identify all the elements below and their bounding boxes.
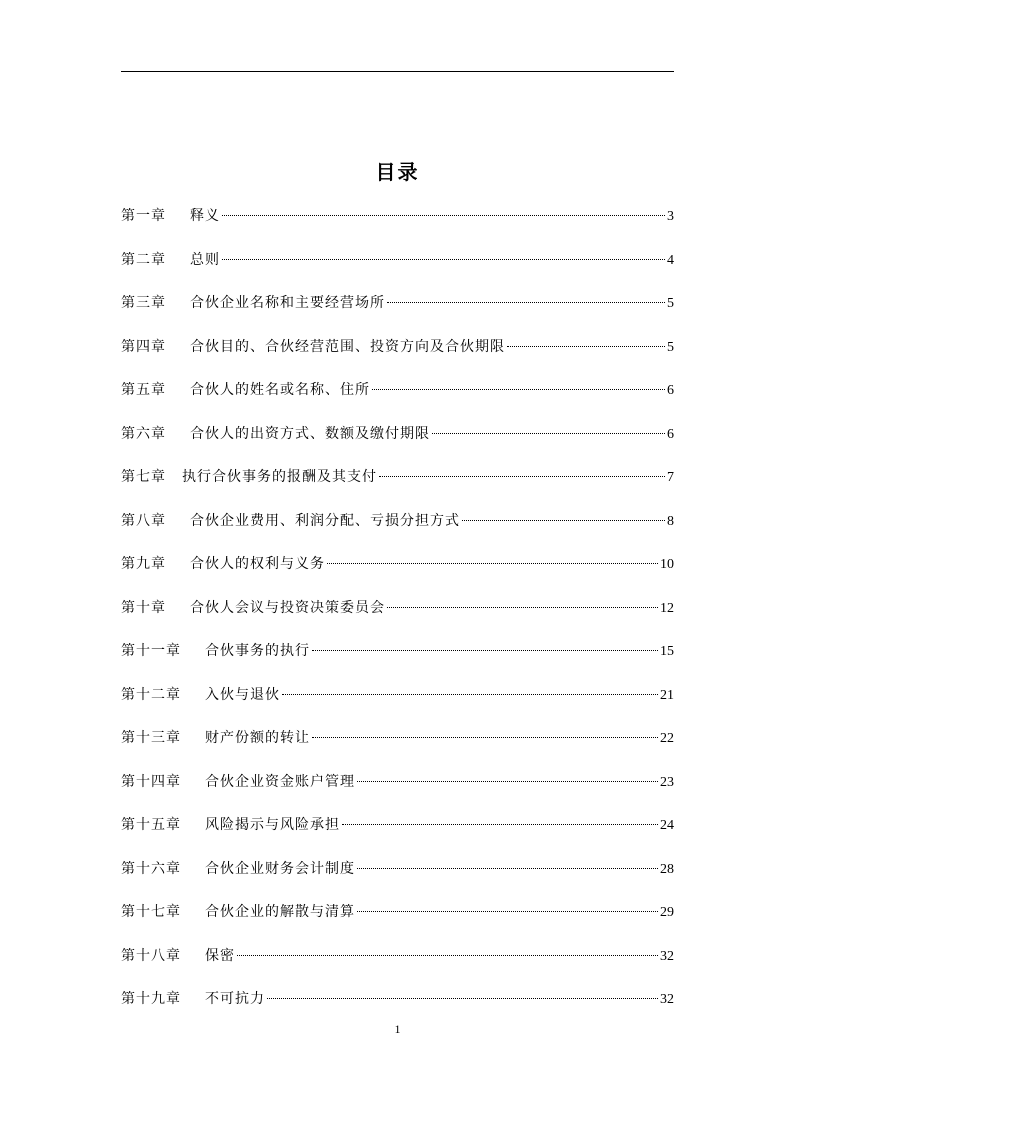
toc-dot-leader <box>357 911 658 912</box>
toc-chapter-title: 总则 <box>190 251 220 268</box>
toc-chapter-title: 合伙企业财务会计制度 <box>205 860 355 877</box>
toc-chapter-title: 合伙事务的执行 <box>205 643 310 659</box>
toc-chapter-title: 合伙人的姓名或名称、住所 <box>190 382 370 398</box>
toc-chapter-number: 第十章 <box>121 599 166 616</box>
toc-dot-leader <box>327 563 658 564</box>
toc-chapter-title: 合伙人的出资方式、数额及缴付期限 <box>190 425 430 442</box>
toc-chapter-number: 第三章 <box>121 295 166 311</box>
toc-chapter-title: 释义 <box>190 208 220 224</box>
toc-page-number: 15 <box>660 644 674 659</box>
toc-page-number: 12 <box>660 600 674 616</box>
toc-list <box>121 202 674 1029</box>
toc-page-number: 28 <box>660 861 674 877</box>
toc-dot-leader <box>432 433 665 434</box>
toc-page-number: 6 <box>667 426 674 442</box>
toc-entry[interactable] <box>121 811 674 855</box>
toc-chapter-title: 合伙企业费用、利润分配、亏损分担方式 <box>190 512 460 529</box>
toc-dot-leader <box>282 694 658 695</box>
toc-chapter-number: 第二章 <box>121 251 166 268</box>
toc-chapter-title: 入伙与退伙 <box>205 686 280 703</box>
toc-chapter-number: 第四章 <box>121 338 166 355</box>
toc-entry[interactable] <box>121 376 674 420</box>
toc-chapter-number: 第十一章 <box>121 643 181 659</box>
toc-dot-leader <box>507 346 665 347</box>
toc-entry[interactable] <box>121 855 674 899</box>
toc-page-number: 4 <box>667 252 674 268</box>
toc-chapter-title: 执行合伙事务的报酬及其支付 <box>182 469 377 485</box>
toc-dot-leader <box>372 389 665 390</box>
toc-chapter-number: 第五章 <box>121 382 166 398</box>
toc-chapter-number: 第十六章 <box>121 860 181 877</box>
toc-dot-leader <box>312 737 658 738</box>
toc-dot-leader <box>357 868 658 869</box>
toc-chapter-number: 第九章 <box>121 556 166 572</box>
header-rule <box>121 71 674 72</box>
toc-chapter-number: 第十二章 <box>121 686 181 703</box>
toc-chapter-title: 财产份额的转让 <box>205 730 310 746</box>
toc-page-number: 10 <box>660 557 674 572</box>
footer-page-number: 1 <box>394 1022 401 1036</box>
toc-dot-leader <box>222 215 665 216</box>
toc-chapter-title: 不可抗力 <box>205 991 265 1007</box>
toc-dot-leader <box>379 476 665 477</box>
toc-dot-leader <box>387 607 658 608</box>
toc-dot-leader <box>462 520 665 521</box>
toc-entry[interactable] <box>121 942 674 986</box>
toc-page-number: 22 <box>660 731 674 746</box>
toc-entry[interactable] <box>121 463 674 507</box>
toc-chapter-title: 合伙企业的解散与清算 <box>205 904 355 920</box>
toc-entry[interactable] <box>121 594 674 638</box>
toc-dot-leader <box>357 781 658 782</box>
toc-page-number: 5 <box>667 296 674 311</box>
toc-page-number: 32 <box>660 992 674 1007</box>
toc-dot-leader <box>267 998 658 999</box>
toc-chapter-number: 第一章 <box>121 208 166 224</box>
toc-entry[interactable] <box>121 202 674 246</box>
toc-entry[interactable] <box>121 768 674 812</box>
toc-page-number: 32 <box>660 948 674 964</box>
toc-chapter-number: 第八章 <box>121 512 166 529</box>
toc-entry[interactable] <box>121 681 674 725</box>
toc-chapter-number: 第十九章 <box>121 991 181 1007</box>
toc-entry[interactable] <box>121 637 674 681</box>
toc-dot-leader <box>237 955 658 956</box>
toc-page-number: 7 <box>667 470 674 485</box>
toc-chapter-number: 第十七章 <box>121 904 181 920</box>
toc-page-number: 24 <box>660 818 674 833</box>
toc-chapter-title: 风险揭示与风险承担 <box>205 817 340 833</box>
toc-chapter-number: 第十八章 <box>121 947 181 964</box>
toc-page-number: 5 <box>667 339 674 355</box>
toc-entry[interactable] <box>121 898 674 942</box>
toc-dot-leader <box>222 259 665 260</box>
toc-page-number: 8 <box>667 513 674 529</box>
toc-chapter-title: 合伙企业资金账户管理 <box>205 773 355 790</box>
toc-entry[interactable] <box>121 333 674 377</box>
toc-entry[interactable] <box>121 507 674 551</box>
toc-chapter-number: 第十五章 <box>121 817 181 833</box>
toc-chapter-title: 合伙人会议与投资决策委员会 <box>190 599 385 616</box>
toc-page-number: 6 <box>667 383 674 398</box>
toc-chapter-number: 第十四章 <box>121 773 181 790</box>
toc-page-number: 21 <box>660 687 674 703</box>
toc-dot-leader <box>342 824 658 825</box>
toc-entry[interactable] <box>121 724 674 768</box>
toc-chapter-title: 合伙企业名称和主要经营场所 <box>190 295 385 311</box>
toc-page-number: 29 <box>660 905 674 920</box>
toc-chapter-number: 第十三章 <box>121 730 181 746</box>
toc-page-number: 3 <box>667 209 674 224</box>
toc-dot-leader <box>312 650 658 651</box>
toc-chapter-number: 第六章 <box>121 425 166 442</box>
toc-entry[interactable] <box>121 246 674 290</box>
page-title: 目录 <box>375 160 420 184</box>
toc-chapter-number: 第七章 <box>121 469 166 485</box>
toc-dot-leader <box>387 302 665 303</box>
toc-page-number: 23 <box>660 774 674 790</box>
toc-chapter-title: 合伙人的权利与义务 <box>190 556 325 572</box>
toc-chapter-title: 合伙目的、合伙经营范围、投资方向及合伙期限 <box>190 338 505 355</box>
toc-entry[interactable] <box>121 420 674 464</box>
toc-chapter-title: 保密 <box>205 947 235 964</box>
toc-entry[interactable] <box>121 550 674 594</box>
toc-entry[interactable] <box>121 289 674 333</box>
